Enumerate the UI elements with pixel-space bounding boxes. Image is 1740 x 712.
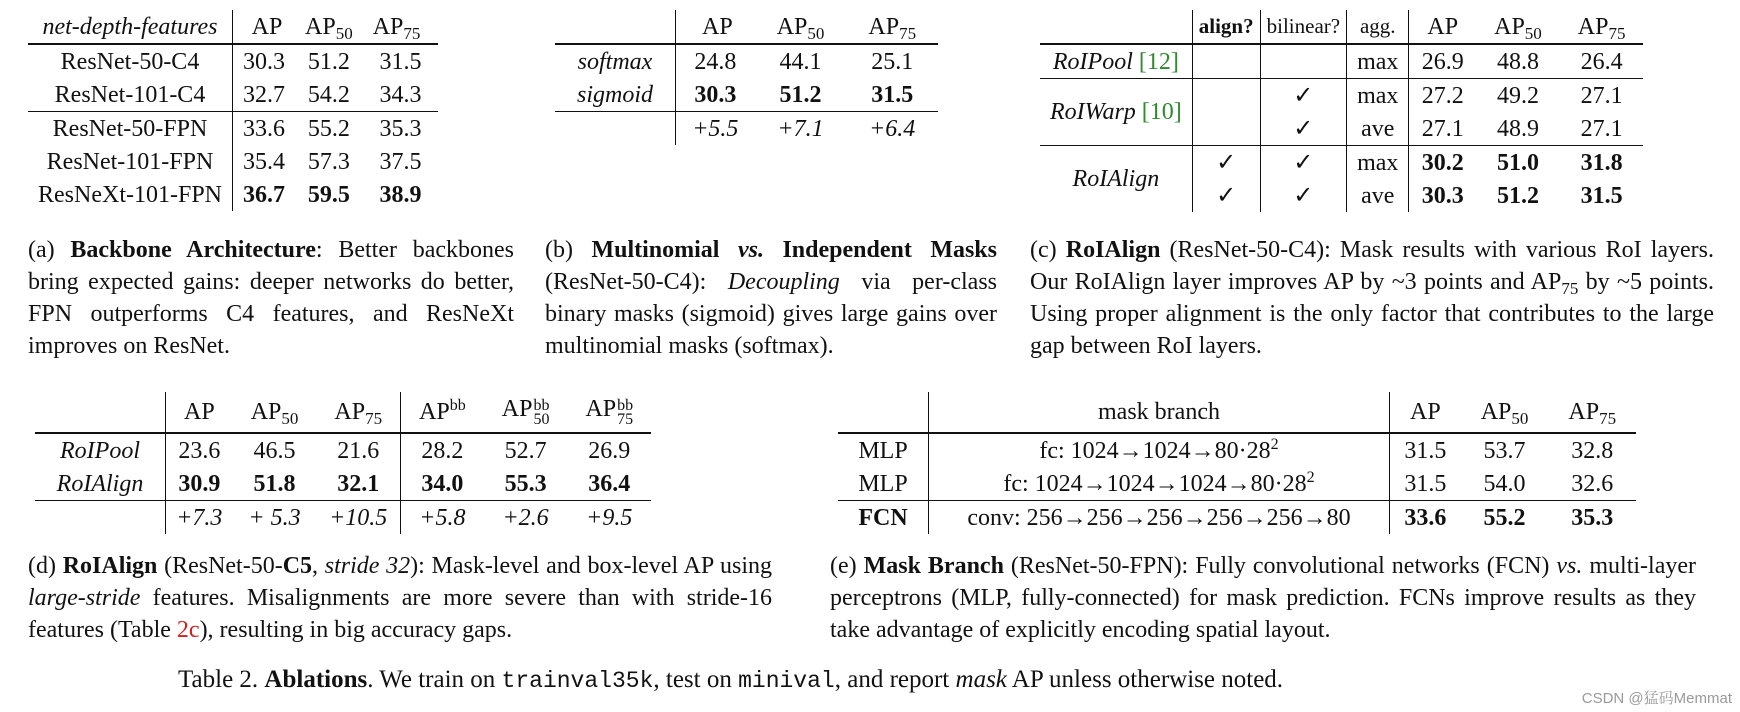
table-b-cell: softmax [577,48,653,75]
table-row [1040,146,1643,180]
table-d-cell: + 5.3 [233,501,317,535]
table-c-cell: 27.1 [1560,79,1644,113]
table-d-cell: 51.8 [253,470,296,497]
table-c-cell: ✓ [1260,146,1346,180]
table-d-header-ap75: $AP_{75}$ [316,392,400,433]
table-a-header-ap75: $AP_{75}$ [363,10,439,44]
table-c-header-align: align? [1192,10,1260,44]
table-c-cell: max [1347,146,1409,180]
table-b-masks [555,10,938,145]
table-b-header-ap50: $AP_{50}$ [755,10,847,44]
table-c-cell: 27.2 [1409,79,1476,113]
table-row [1040,79,1643,113]
table-d-cell: 30.9 [178,470,221,497]
table-c-cell: 31.8 [1560,146,1644,180]
table-e-cell: 53.7 [1483,437,1526,464]
table-c-cell [1192,79,1260,113]
table-c-cell: 51.0 [1476,146,1560,180]
table-c-cell [1192,44,1260,79]
table-a-cell: 54.2 [307,81,350,108]
table-a-cell: ResNet-50-C4 [60,48,200,75]
table-d-header-ap50: $AP_{50}$ [233,392,317,433]
table-b-cell: 24.8 [676,44,755,78]
table-d-cell: 26.9 [588,437,631,464]
table-d-header-ap: AP [166,392,233,433]
table-d-cell: +10.5 [316,501,400,535]
table-row [838,467,1636,501]
table-e-cell: 54.0 [1483,470,1526,497]
table-a-cell: 51.2 [307,48,350,75]
table-row [838,501,1636,535]
table-b-cell: +7.1 [755,112,847,146]
table-c-cell [1260,44,1346,79]
table-c-method: RoIPool [12] [1040,44,1192,79]
table-row [1040,44,1643,79]
table-d-cell: 36.4 [588,470,631,497]
table-b-header-ap: AP [676,10,755,44]
table-d-cell: +5.8 [401,501,484,535]
table-e-cell: MLP [838,433,929,467]
table-c-header-bilinear: bilinear? [1260,10,1346,44]
table-d-cell: 28.2 [421,437,464,464]
table-e-mask-branch [838,392,1636,534]
table-d-header-apbb: $AP^{bb}$ [401,392,484,433]
table-c-cell: max [1347,44,1409,79]
table-c-method: RoIAlign [1040,146,1192,213]
caption-e: (e) Mask Branch (ResNet-50-FPN): Fully convolutional networks (FCN) vs. multi-layer perceptrons (MLP, fully-connected) for mask prediction. FCNs improve results as they take advantage of explicitly encoding spatial layout. [830,553,1696,643]
table-c-cell: ave [1347,112,1409,146]
table-b-cell: 51.2 [779,81,822,108]
table-a-header-ap: AP [233,10,296,44]
table-d-cell: 32.1 [316,467,400,501]
table-a-cell: ResNet-101-C4 [54,81,206,108]
watermark: CSDN @猛码Memmat [1581,690,1732,707]
table-d-header-apbb75: AP bb 75 [567,392,651,433]
table-d-header-apbb50: AP bb 50 [484,392,568,433]
caption-d: (d) RoIAlign (ResNet-50-C5, stride 32): Mask-level and box-level AP using large-stride features. Misalignments are more severe than with stride-16 features (Table 2c), resulting in big accuracy gaps. [28,553,772,643]
table-b-header-empty [555,10,676,44]
table-c-cell: ave [1347,179,1409,212]
table-c-header-ap50: $AP_{50}$ [1476,10,1560,44]
table-c-header-agg: agg. [1347,10,1409,44]
table-e-header-empty [838,392,929,433]
table-e-header-branch: mask branch [929,392,1390,433]
table-a-cell: 55.2 [295,112,363,146]
table-e-cell: 55.2 [1461,501,1549,535]
table-a-cell: ResNeXt-101-FPN [38,181,222,208]
caption-c: (c) RoIAlign (ResNet-50-C4): Mask results with various RoI layers. Our RoIAlign layer improves AP by ~3 points and $AP_{75}$ by ~5 points. Using proper alignment is the only factor that contributes to the large gap between RoI layers. [1030,237,1714,359]
table-e-branch-cell: conv: 256→256→256→256→256→80 [929,501,1390,535]
table-c-cell: 27.1 [1421,115,1464,142]
table-d-cell: +2.6 [484,501,568,535]
table-c-cell: 30.2 [1409,146,1476,180]
table-c-cell: 26.9 [1421,48,1464,75]
table-d-header-empty [35,392,166,433]
table-row [28,178,438,211]
table-a-cell: 32.7 [233,78,296,112]
table-c-cell: 31.5 [1580,182,1623,209]
table-d-cell: 23.6 [178,437,221,464]
table-c-cell: ✓ [1260,179,1346,212]
table-d-cell [35,501,166,535]
table-c-cell: max [1347,79,1409,113]
table-c-cell: 26.4 [1580,48,1623,75]
table-row [35,467,651,501]
table-d-cell: RoIAlign [35,467,166,501]
table-c-header-ap75: $AP_{75}$ [1560,10,1644,44]
table-a-header-label: net-depth-features [28,10,233,44]
table-d-cell: 34.0 [421,470,464,497]
table-b-cell: sigmoid [576,81,653,108]
table-e-header-ap50: $AP_{50}$ [1461,392,1549,433]
table-c-cell: 49.2 [1476,79,1560,113]
table-d-cell: +7.3 [166,501,233,535]
table-c-cell: 27.1 [1580,115,1623,142]
table-row [35,501,651,535]
table-row [555,44,938,78]
table-b-cell: 44.1 [779,48,822,75]
table-c-roialign [1040,10,1643,212]
table-c-cell: ✓ [1192,146,1260,180]
table-d-cell: +9.5 [567,501,651,535]
table-e-cell: 32.6 [1571,470,1614,497]
table-e-header-ap75: $AP_{75}$ [1548,392,1636,433]
table-e-cell: 35.3 [1548,501,1636,535]
table-b-cell: 30.3 [676,78,755,112]
table-a-cell: 31.5 [379,48,422,75]
table-d-cell: RoIPool [35,433,166,467]
table-e-branch-cell: fc: $1024\to 1024\to 80\cdot 28^2$ [929,433,1390,467]
table-e-cell: MLP [838,467,929,501]
table-c-cell: 51.2 [1496,182,1539,209]
table-a-backbone [28,10,438,211]
table-a-cell: 37.5 [379,148,422,175]
table-e-cell: 31.5 [1404,437,1447,464]
table-e-cell: 32.8 [1571,437,1614,464]
table-c-header-empty [1040,10,1192,44]
table-d-cell: 21.6 [316,433,400,467]
table-d-cell: 55.3 [504,470,547,497]
table-d-cell: 46.5 [253,437,296,464]
table-row [35,433,651,467]
table-a-cell: ResNet-101-FPN [46,148,214,175]
table-c-header-ap: AP [1409,10,1476,44]
table-c-cell: ✓ [1260,79,1346,113]
table-c-cell: ✓ [1260,112,1346,146]
caption-a: (a) Backbone Architecture: Better backbones bring expected gains: deeper networks do better, FPN outperforms C4 features, and ResNeXt improves on ResNet. [28,237,515,359]
table-b-header-ap75: $AP_{75}$ [846,10,938,44]
table-b-cell: +6.4 [846,112,938,146]
table-d-cell: 52.7 [504,437,547,464]
table-row [28,145,438,178]
table-a-cell: 33.6 [233,112,296,146]
table-e-branch-cell: fc: $1024\to 1024\to 1024\to 80\cdot 28^2$ [929,467,1390,501]
table-caption: Table 2. Ablations. We train on trainval35k, test on minival, and report mask AP unless otherwise noted. [178,666,1284,694]
table-row [28,44,438,78]
table-e-cell: 33.6 [1390,501,1461,535]
table-a-cell: 36.7 [233,178,296,211]
table-e-cell: FCN [838,501,929,535]
table-row [28,78,438,112]
table-e-header-ap: AP [1390,392,1461,433]
table-b-cell [555,112,676,146]
table-c-cell: ✓ [1192,179,1260,212]
table-row [555,112,938,146]
table-c-cell: 30.3 [1421,182,1464,209]
table-c-cell [1192,112,1260,146]
table-a-cell: 57.3 [307,148,350,175]
caption-b: (b) Multinomial vs. Independent Masks (ResNet-50-C4): Decoupling via per-class binary masks (sigmoid) gives large gains over multinomial masks (softmax). [545,237,997,359]
table-row [28,112,438,146]
table-a-cell: 35.4 [233,145,296,178]
table-b-cell: +5.5 [676,112,755,146]
table-a-cell: 30.3 [233,44,296,78]
table-c-cell: 48.9 [1496,115,1539,142]
table-a-cell: ResNet-50-FPN [28,112,233,146]
table-a-header-ap50: $AP_{50}$ [295,10,363,44]
table-row [838,433,1636,467]
table-b-cell: 31.5 [871,81,914,108]
table-a-cell: 59.5 [307,181,350,208]
table-a-cell: 35.3 [363,112,439,146]
table-a-cell: 38.9 [379,181,422,208]
table-d-roialign-c5 [35,392,651,534]
table-e-cell: 31.5 [1404,470,1447,497]
table-row [555,78,938,112]
table-c-method: RoIWarp [10] [1040,79,1192,146]
table-c-cell: 48.8 [1496,48,1539,75]
table-b-cell: 25.1 [871,48,914,75]
table-a-cell: 34.3 [379,81,422,108]
